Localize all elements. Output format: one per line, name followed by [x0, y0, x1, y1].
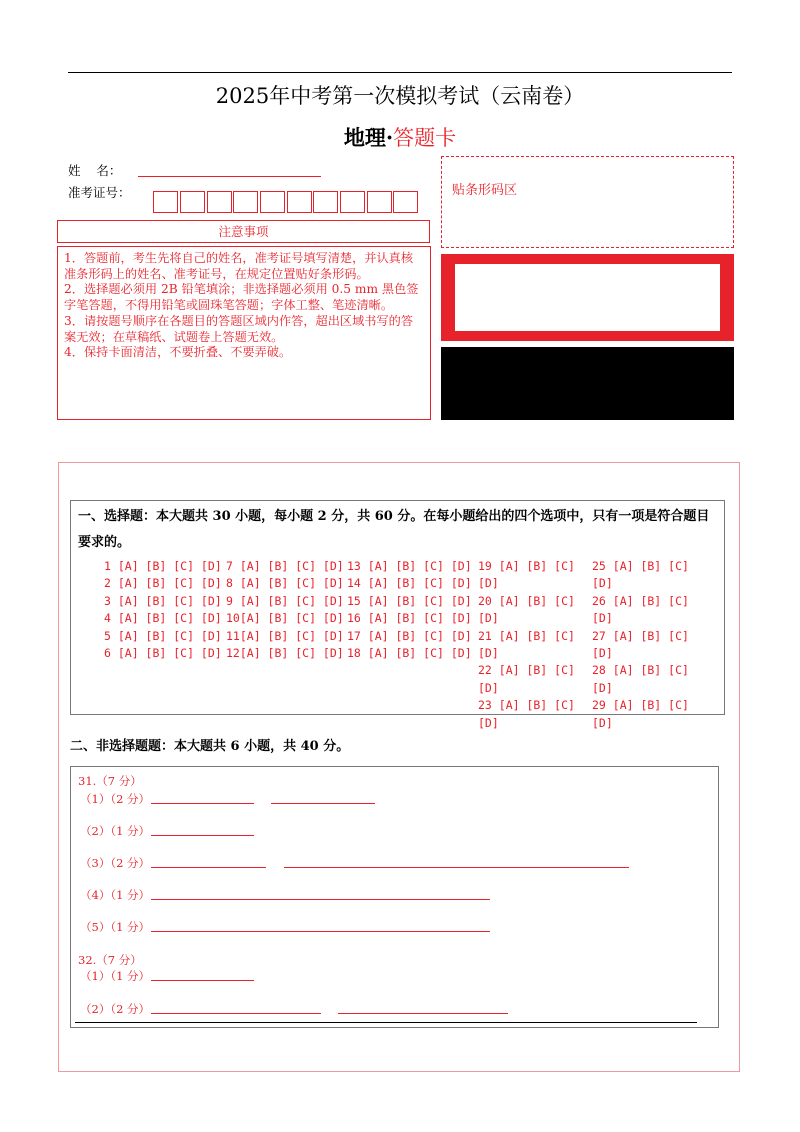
- mc-question-row[interactable]: 25 [A] [B] [C]: [592, 559, 689, 573]
- q31-title: 31.（7 分）: [78, 774, 142, 788]
- mc-column-4: [478, 558, 575, 732]
- mc-question-row[interactable]: 9 [A] [B] [C] [D]: [226, 593, 344, 608]
- exam-id-label: 准考证号：: [68, 185, 131, 200]
- mc-question-row[interactable]: 3 [A] [B] [C] [D]: [104, 593, 222, 608]
- q31-part-1-answer-line-a[interactable]: [151, 803, 254, 804]
- subtitle-separator: ·: [385, 125, 394, 150]
- subject-label: 地理: [343, 125, 386, 150]
- mc-question-row[interactable]: 26 [A] [B] [C]: [592, 593, 689, 608]
- mc-column-1: [104, 558, 222, 662]
- exam-id-digit-box[interactable]: [393, 191, 418, 213]
- q31-part-4-label: （4）（1 分）: [80, 888, 151, 902]
- mc-question-row[interactable]: [D]: [478, 576, 499, 591]
- mc-question-row[interactable]: 5 [A] [B] [C] [D]: [104, 628, 222, 643]
- mc-question-row[interactable]: 7 [A] [B] [C] [D]: [226, 559, 344, 573]
- mc-question-row[interactable]: 8 [A] [B] [C] [D]: [226, 576, 344, 591]
- mc-column-5: [592, 558, 689, 732]
- mc-question-row[interactable]: 1 [A] [B] [C] [D]: [104, 559, 222, 573]
- mc-question-row[interactable]: [D]: [478, 715, 499, 730]
- mc-question-row[interactable]: 13 [A] [B] [C] [D]: [347, 559, 472, 573]
- mc-question-row[interactable]: [D]: [592, 646, 613, 661]
- answer-card-label: 答题卡: [393, 126, 457, 150]
- barcode-area-label: 贴条形码区: [452, 183, 518, 198]
- mc-question-row[interactable]: 16 [A] [B] [C] [D]: [347, 611, 472, 626]
- mc-question-row[interactable]: [D]: [592, 576, 613, 591]
- notice-body: [57, 246, 431, 420]
- mc-question-row[interactable]: 17 [A] [B] [C] [D]: [347, 628, 472, 643]
- mc-question-row[interactable]: 23 [A] [B] [C]: [478, 698, 575, 713]
- mc-column-2: [226, 558, 344, 662]
- name-field[interactable]: [138, 176, 321, 177]
- section1-heading: 一、选择题：本大题共 30 小题，每小题 2 分，共 60 分。在每小题给出的四个选项中，只有一项是符合题目要求的。: [78, 509, 710, 550]
- mc-question-row[interactable]: 2 [A] [B] [C] [D]: [104, 576, 222, 591]
- exam-id-digit-box[interactable]: [260, 191, 285, 213]
- notice-item: 2．选择题必须用 2B 铅笔填涂；非选择题必须用 0.5 mm 黑色签字笔答题，不得用铅笔或圆珠笔答题；字体工整、笔迹清晰。: [64, 282, 419, 313]
- q31-part-4-answer-line[interactable]: [151, 899, 490, 900]
- mc-question-row[interactable]: 29 [A] [B] [C]: [592, 698, 689, 713]
- mc-question-row[interactable]: [D]: [592, 611, 613, 626]
- mc-question-row[interactable]: [D]: [592, 680, 613, 695]
- mc-column-3: [347, 558, 472, 662]
- mc-question-row[interactable]: 22 [A] [B] [C]: [478, 663, 575, 678]
- exam-id-digit-box[interactable]: [287, 191, 312, 213]
- mc-question-row[interactable]: 28 [A] [B] [C]: [592, 663, 689, 678]
- q32-part-1-answer-line[interactable]: [151, 980, 254, 981]
- mc-question-row[interactable]: 18 [A] [B] [C] [D]: [347, 646, 472, 661]
- q32-title: 32.（7 分）: [78, 953, 142, 967]
- barcode-sticker-area: [441, 156, 734, 248]
- mc-question-row[interactable]: 12[A] [B] [C] [D]: [226, 646, 344, 661]
- mc-question-row[interactable]: 14 [A] [B] [C] [D]: [347, 576, 472, 591]
- exam-id-digit-box[interactable]: [153, 191, 178, 213]
- mc-question-row[interactable]: 19 [A] [B] [C]: [478, 559, 575, 573]
- notice-item: 3．请按题号顺序在各题目的答题区域内作答，超出区域书写的答案无效；在草稿纸、试题卷上答题无效。: [64, 313, 414, 344]
- q31-part-5-answer-line[interactable]: [151, 931, 490, 932]
- red-frame-block: [441, 254, 734, 341]
- notice-item: 1．答题前，考生先将自己的姓名，准考证号填写清楚，并认真核准条形码上的姓名、准考证号，在规定位置贴好条形码。: [64, 251, 414, 281]
- mc-question-row[interactable]: 6 [A] [B] [C] [D]: [104, 646, 222, 661]
- mc-question-row[interactable]: 21 [A] [B] [C]: [478, 628, 575, 643]
- mc-question-row[interactable]: 11[A] [B] [C] [D]: [226, 628, 344, 643]
- bottom-rule: [75, 1022, 697, 1023]
- q31-part-1-answer-line-b[interactable]: [271, 803, 375, 804]
- mc-question-row[interactable]: 15 [A] [B] [C] [D]: [347, 593, 472, 608]
- q31-part-3-answer-line-b[interactable]: [284, 867, 629, 868]
- mc-question-row[interactable]: 27 [A] [B] [C]: [592, 628, 689, 643]
- q31-part-5-label: （5）（1 分）: [80, 920, 151, 934]
- exam-id-digit-box[interactable]: [233, 191, 258, 213]
- mc-question-row[interactable]: 10[A] [B] [C] [D]: [226, 611, 344, 626]
- notice-title: 注意事项: [57, 220, 430, 243]
- exam-id-digit-box[interactable]: [207, 191, 232, 213]
- exam-title: 2025年中考第一次模拟考试（云南卷）: [215, 84, 585, 108]
- top-rule: [68, 72, 732, 73]
- exam-id-digit-box[interactable]: [340, 191, 365, 213]
- question-31-32-box: [70, 766, 719, 1028]
- q31-part-2-answer-line[interactable]: [151, 835, 254, 836]
- mc-question-row[interactable]: [D]: [478, 646, 499, 661]
- notice-item: 4．保持卡面清洁，不要折叠、不要弄破。: [64, 345, 292, 360]
- mc-question-row[interactable]: [D]: [592, 715, 613, 730]
- card-subtitle: [0, 122, 800, 152]
- section2-heading: 二、非选择题题：本大题共 6 小题，共 40 分。: [70, 739, 350, 754]
- exam-id-digit-box[interactable]: [313, 191, 338, 213]
- q32-part-2-answer-line-a[interactable]: [151, 1013, 321, 1014]
- q31-part-3-answer-line-a[interactable]: [151, 867, 266, 868]
- q31-part-3-label: （3）（2 分）: [80, 856, 151, 870]
- mc-question-row[interactable]: 4 [A] [B] [C] [D]: [104, 611, 222, 626]
- mc-question-row[interactable]: [D]: [478, 680, 499, 695]
- mc-question-row[interactable]: 20 [A] [B] [C]: [478, 593, 575, 608]
- mc-question-row[interactable]: [D]: [478, 611, 499, 626]
- q32-part-2-answer-line-b[interactable]: [338, 1013, 508, 1014]
- exam-id-digit-box[interactable]: [367, 191, 392, 213]
- name-label: 姓 名：: [68, 163, 122, 178]
- q31-part-2-label: （2）（1 分）: [80, 824, 151, 838]
- exam-id-digit-box[interactable]: [180, 191, 205, 213]
- black-block: [441, 347, 734, 420]
- q31-part-1-label: （1）（2 分）: [80, 792, 151, 806]
- q32-part-1-label: （1）（1 分）: [80, 969, 151, 983]
- q32-part-2-label: （2）（2 分）: [80, 1002, 151, 1016]
